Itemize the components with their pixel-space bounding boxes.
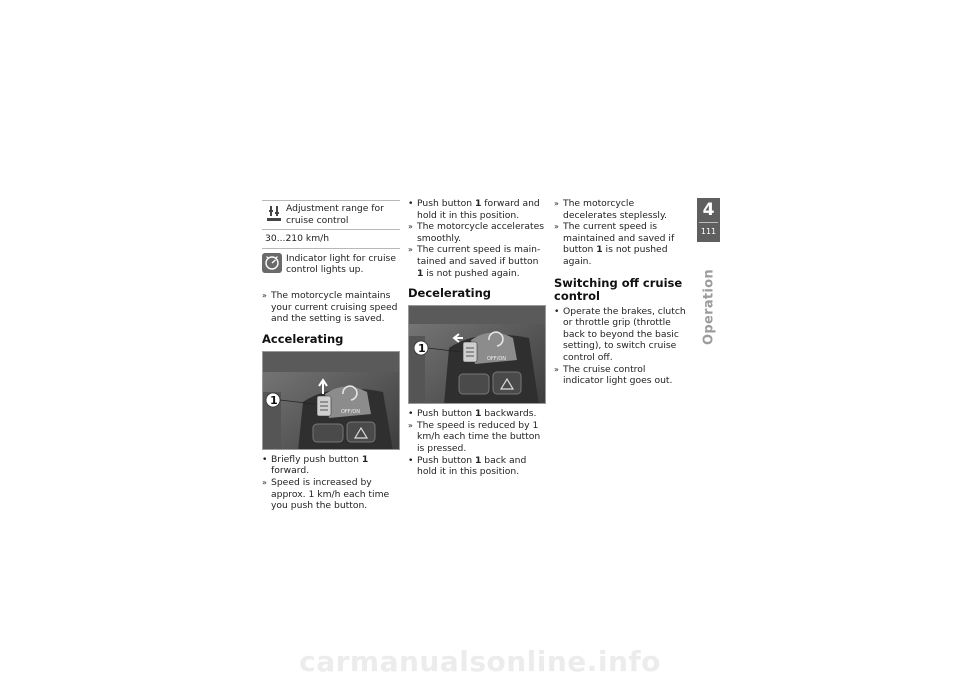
column-middle: [408, 198, 546, 478]
callout-number: 1: [270, 393, 278, 407]
list-item: [262, 454, 400, 477]
list-item: [262, 290, 400, 325]
bullet-marker: [408, 408, 417, 420]
page-number: 111: [699, 222, 718, 237]
ref-number: 1: [474, 454, 482, 466]
list-item: [408, 420, 546, 455]
handlebar-switch-photo-decelerate: [408, 305, 546, 404]
indicator-text: Indicator light for cruise control lights up.: [286, 252, 396, 276]
ref-number: 1: [361, 453, 369, 465]
text-pre: Push button: [417, 198, 475, 209]
bullet-marker: [408, 455, 417, 467]
handlebar-switch-photo-accelerate: [262, 351, 400, 450]
list-item: [408, 455, 546, 478]
result-marker: [408, 420, 417, 432]
list-item: [554, 364, 686, 387]
text-pre: The cruise control indicator light goes out.: [563, 363, 673, 387]
text-pre: Briefly push button: [271, 453, 362, 465]
section-label-vertical: [697, 269, 720, 345]
column-right: [554, 198, 686, 387]
text-post: backwards.: [481, 408, 537, 420]
ref-number: 1: [474, 198, 482, 209]
text-pre: The motorcycle accelerates smoothly.: [417, 221, 545, 244]
text-pre: The current speed is maintained and saved if button: [417, 244, 541, 267]
result-marker: [262, 290, 271, 302]
result-marker: [554, 198, 563, 210]
decelerate-results: [554, 198, 686, 268]
column-left: [262, 200, 400, 512]
list-item: [554, 221, 686, 267]
text-post: is not pushed again.: [423, 267, 520, 279]
accelerate-steps: [262, 454, 400, 512]
gauge-specification-icon: [262, 203, 286, 225]
hold-steps: [408, 198, 546, 279]
ref-number: 1: [417, 267, 424, 279]
text-pre: The current speed is maintained and saved if button: [563, 221, 675, 256]
text-post: is not pushed again.: [563, 244, 668, 267]
list-item: [408, 198, 546, 221]
list-item: [554, 198, 686, 221]
text-pre: The speed is reduced by 1 km/h each time the button is pressed.: [417, 419, 541, 454]
text-post: forward and hold it in this position.: [417, 198, 540, 221]
spec-row: [262, 201, 400, 230]
ref-number: 1: [474, 408, 482, 420]
list-item-text: The motorcycle maintains your current cruising speed and the setting is saved.: [271, 289, 398, 325]
spec-value: 30...210 km/h: [262, 230, 400, 249]
list-item: [408, 221, 546, 244]
watermark: carmanualsonline.info: [299, 645, 661, 678]
heading-decelerating: Decelerating: [408, 286, 491, 301]
switch-off-steps: [554, 306, 686, 387]
callout-number: 1: [418, 342, 426, 356]
bullet-marker: [262, 454, 271, 466]
result-list: [262, 290, 400, 325]
spec-table: [262, 200, 400, 249]
spec-label: Adjustment range for cruise control: [286, 203, 384, 226]
result-marker: [408, 221, 417, 233]
heading-switching-off: Switching off cruise control: [554, 275, 683, 303]
text-pre: Speed is increased by approx. 1 km/h each time you push the button.: [271, 476, 390, 512]
result-marker: [554, 221, 563, 233]
list-item: [262, 477, 400, 512]
text-post: forward.: [271, 465, 310, 477]
list-item: [408, 244, 546, 279]
text-pre: Operate the brakes, clutch or throttle grip (throttle back to beyond the basic setting), to switch cruise control off.: [563, 305, 686, 363]
text-pre: The motorcycle decelerates steplessly.: [563, 198, 668, 221]
decelerate-steps: [408, 408, 546, 478]
text-pre: Push button: [417, 454, 475, 466]
chapter-number: 4: [702, 200, 715, 220]
heading-accelerating: Accelerating: [262, 331, 344, 346]
bullet-marker: [408, 198, 417, 210]
list-item: [408, 408, 546, 420]
ref-number: 1: [596, 244, 603, 256]
result-marker: [554, 364, 563, 376]
result-marker: [408, 244, 417, 256]
chapter-tab: [697, 198, 720, 242]
indicator-row: [262, 253, 400, 276]
bullet-marker: [554, 306, 563, 318]
list-item: [554, 306, 686, 364]
section-label: Operation: [701, 269, 716, 345]
result-marker: [262, 477, 271, 489]
switch-label: OFF/ON: [487, 356, 507, 363]
text-post: back and hold it in this position.: [417, 454, 527, 478]
cruise-control-indicator-icon: [262, 253, 282, 273]
text-pre: Push button: [417, 408, 475, 420]
switch-label: OFF/ON: [341, 408, 361, 415]
